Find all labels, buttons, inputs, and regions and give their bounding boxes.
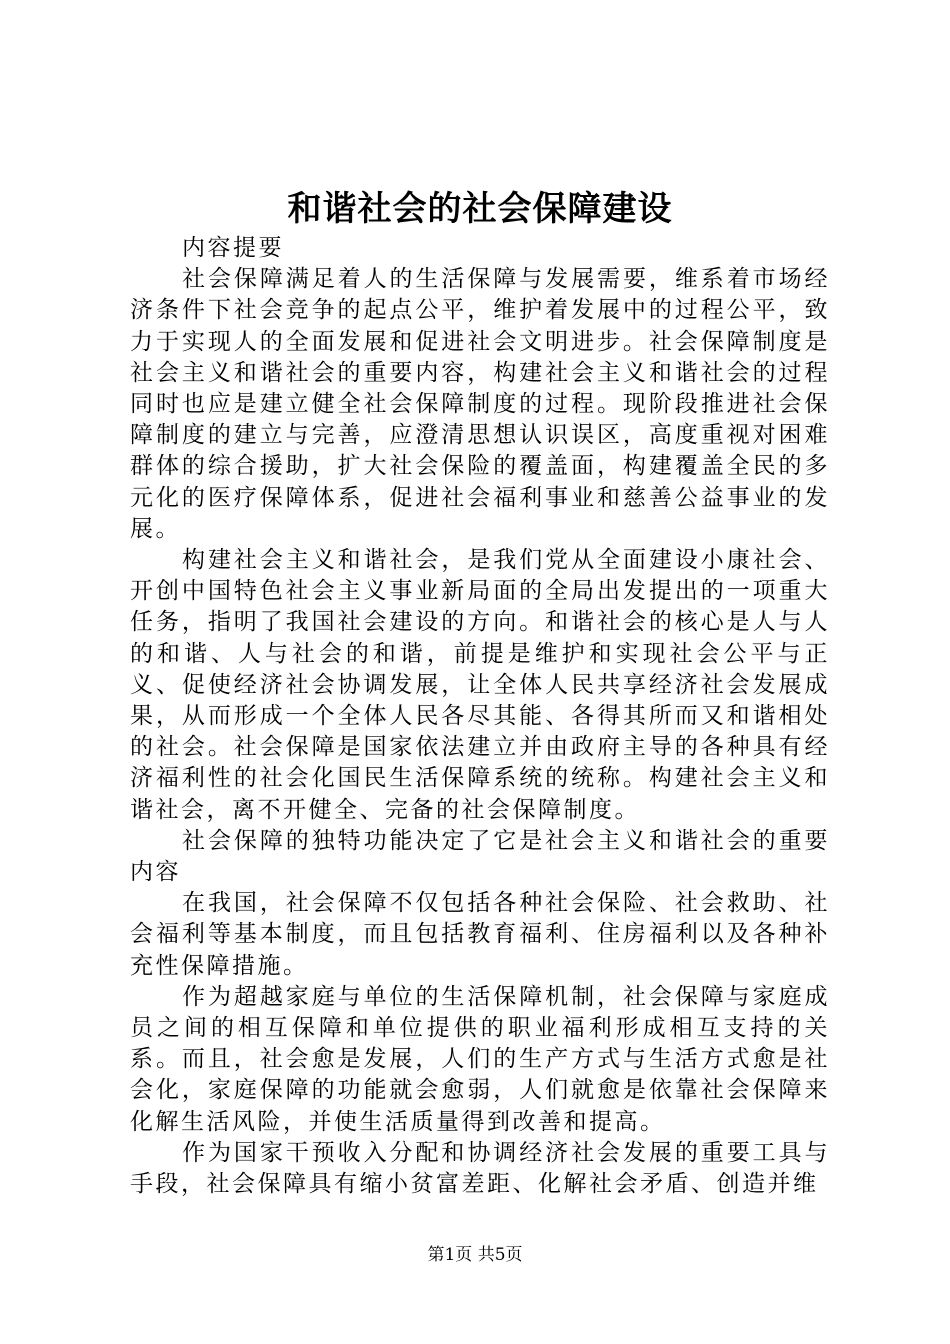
paragraph-abstract: 社会保障满足着人的生活保障与发展需要，维系着市场经济条件下社会竞争的起点公平，维护着发展中的过程公平，致力于实现人的全面发展和促进社会文明进步。社会保障制度是社会主义和谐社会的重要内容，构建社会主义和谐社会的过程同时也应是建立健全社会保障制度的过程。现阶段推进社会保障制度的建立与完善，应澄清思想认识误区，高度重视对困难群体的综合援助，扩大社会保险的覆盖面，构建覆盖全民的多元化的医疗保障体系，促进社会福利事业和慈善公益事业的发展。	[130, 266, 830, 542]
paragraph-scope: 在我国，社会保障不仅包括各种社会保险、社会救助、社会福利等基本制度，而且包括教育福利、住房福利以及各种补充性保障措施。	[130, 890, 830, 979]
paragraph-abstract-heading: 内容提要	[182, 235, 284, 261]
page-footer: 第1页 共5页	[427, 1245, 523, 1265]
paragraph-section-heading: 社会保障的独特功能决定了它是社会主义和谐社会的重要内容	[130, 827, 830, 886]
document-body	[130, 233, 830, 1200]
paragraph-mechanism: 作为超越家庭与单位的生活保障机制，社会保障与家庭成员之间的相互保障和单位提供的职业福利形成相互支持的关系。而且，社会愈是发展，人们的生产方式与生活方式愈是社会化，家庭保障的功能就会愈弱，人们就愈是依靠社会保障来化解生活风险，并使生活质量得到改善和提高。	[130, 983, 830, 1135]
document-title: 和谐社会的社会保障建设	[287, 189, 673, 229]
paragraph-intro: 构建社会主义和谐社会，是我们党从全面建设小康社会、开创中国特色社会主义事业新局面的全局出发提出的一项重大任务，指明了我国社会建设的方向。和谐社会的核心是人与人的和谐、人与社会的和谐，前提是维护和实现社会公平与正义、促使经济社会协调发展，让全体人民共享经济社会发展成果，从而形成一个全体人民各尽其能、各得其所而又和谐相处的社会。社会保障是国家依法建立并由政府主导的各种具有经济福利性的社会化国民生活保障系统的统称。构建社会主义和谐社会，离不开健全、完备的社会保障制度。	[130, 547, 830, 823]
paragraph-tool: 作为国家干预收入分配和协调经济社会发展的重要工具与手段，社会保障具有缩小贫富差距、化解社会矛盾、创造并维	[130, 1139, 830, 1198]
